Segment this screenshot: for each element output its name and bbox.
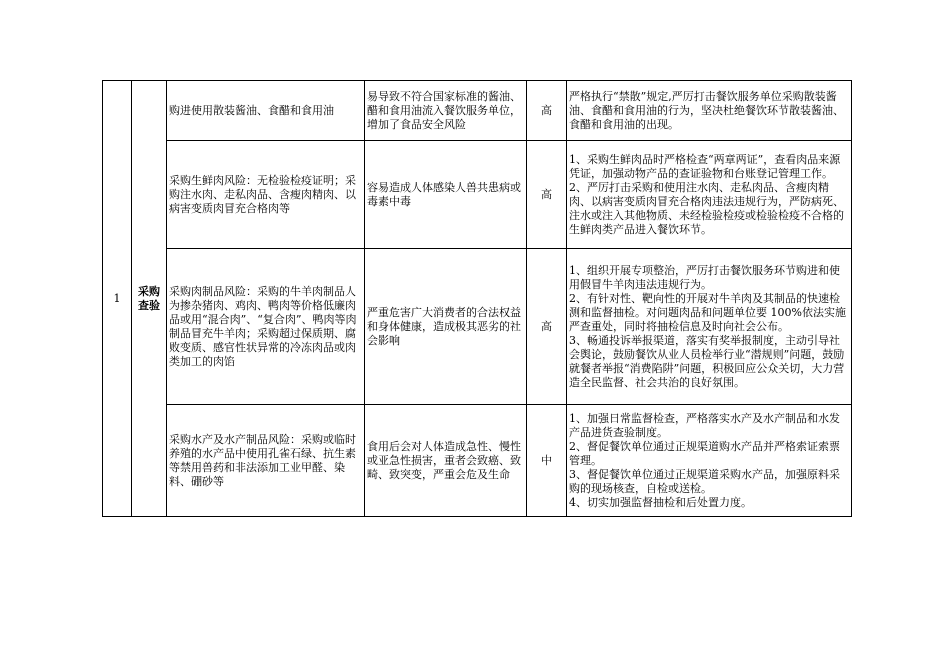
risk-item-cell: 采购水产及水产制品风险：采购或临时养殖的水产品中使用孔雀石绿、抗生素等禁用兽药和非法添加工业甲醛、染料、硼砂等: [167, 405, 365, 517]
measure-item: 1、加强日常监督检查，严格落实水产及水产制品和水发产品进货查验制度。: [569, 411, 840, 439]
measure-item: 2、严厉打击采购和使用注水肉、走私肉品、含瘦肉精肉、以病害变质肉冒充合格肉违法违规行为，严防病死、注水或注入其他物质、未经检验检疫或检验检疫不合格的生鲜肉类产品进入餐饮环节。: [569, 180, 844, 236]
table-row: [103, 81, 852, 141]
risk-level-cell: 高: [527, 249, 567, 405]
harm-cell: 食用后会对人体造成急性、慢性或亚急性损害，重者会致癌、致畸、致突变，严重会危及生命: [365, 405, 527, 517]
category-label-line1: 采购: [138, 284, 160, 298]
measure-item: 2、有针对性、靶向性的开展对牛羊肉及其制品的快速检测和监督抽检。对问题肉品和问题单位要 100%依法实施严查重处，同时将抽检信息及时向社会公布。: [569, 291, 846, 333]
measures-cell: [567, 141, 852, 249]
measure-item: 2、督促餐饮单位通过正规渠道购水产品并严格索证索票管理。: [569, 439, 840, 467]
risk-level-cell: 高: [527, 81, 567, 141]
category-cell: [132, 81, 167, 517]
table-row: [103, 141, 852, 249]
measure-item: 1、采购生鲜肉品时严格检查“两章两证”，查看肉品来源凭证，加强动物产品的查证验物和台账登记管理工作。: [569, 152, 841, 180]
measures-cell: [567, 81, 852, 141]
risk-level-cell: 中: [527, 405, 567, 517]
table-row: [103, 249, 852, 405]
row-number-cell: 1: [103, 81, 132, 517]
risk-item-cell: 采购肉制品风险：采购的牛羊肉制品人为掺杂猪肉、鸡肉、鸭肉等价格低廉肉品或用“混合肉”、“复合肉”、鸭肉等肉制品冒充牛羊肉；采购超过保质期、腐败变质、感官性状异常的冷冻肉品或肉类加工的肉馅: [167, 249, 365, 405]
category-label-line2: 查验: [138, 298, 160, 312]
measures-cell: [567, 249, 852, 405]
table-row: [103, 405, 852, 517]
measure-item: 1、组织开展专项整治，严厉打击餐饮服务环节购进和使用假冒牛羊肉违法违规行为。: [569, 263, 840, 291]
measure-item: 4、切实加强监督抽检和后处置力度。: [569, 495, 752, 509]
harm-cell: 容易造成人体感染人兽共患病或毒素中毒: [365, 141, 527, 249]
harm-cell: 严重危害广大消费者的合法权益和身体健康，造成极其恶劣的社会影响: [365, 249, 527, 405]
measure-item: 严格执行“禁散”规定,严厉打击餐饮服务单位采购散装酱油、食醋和食用油的行为，坚决杜绝餐饮环节散装酱油、食醋和食用油的出现。: [569, 89, 844, 131]
measure-item: 3、督促餐饮单位通过正规渠道采购水产品，加强原料采购的现场核查，自检或送检。: [569, 467, 840, 495]
risk-item-cell: 采购生鲜肉风险：无检验检疫证明；采购注水肉、走私肉品、含瘦肉精肉、以病害变质肉冒充合格肉等: [167, 141, 365, 249]
risk-level-cell: 高: [527, 141, 567, 249]
risk-table: [102, 80, 852, 517]
measure-item: 3、畅通投诉举报渠道，落实有奖举报制度，主动引导社会舆论，鼓励餐饮从业人员检举行业“潜规则”问题，鼓励就餐者举报“消费陷阱”问题，积极回应公众关切，大力营造全民监督、社会共治的良好氛围。: [569, 333, 845, 389]
risk-item-cell: 购进使用散装酱油、食醋和食用油: [167, 81, 365, 141]
measures-cell: [567, 405, 852, 517]
harm-cell: 易导致不符合国家标准的酱油、醋和食用油流入餐饮服务单位，增加了食品安全风险: [365, 81, 527, 141]
